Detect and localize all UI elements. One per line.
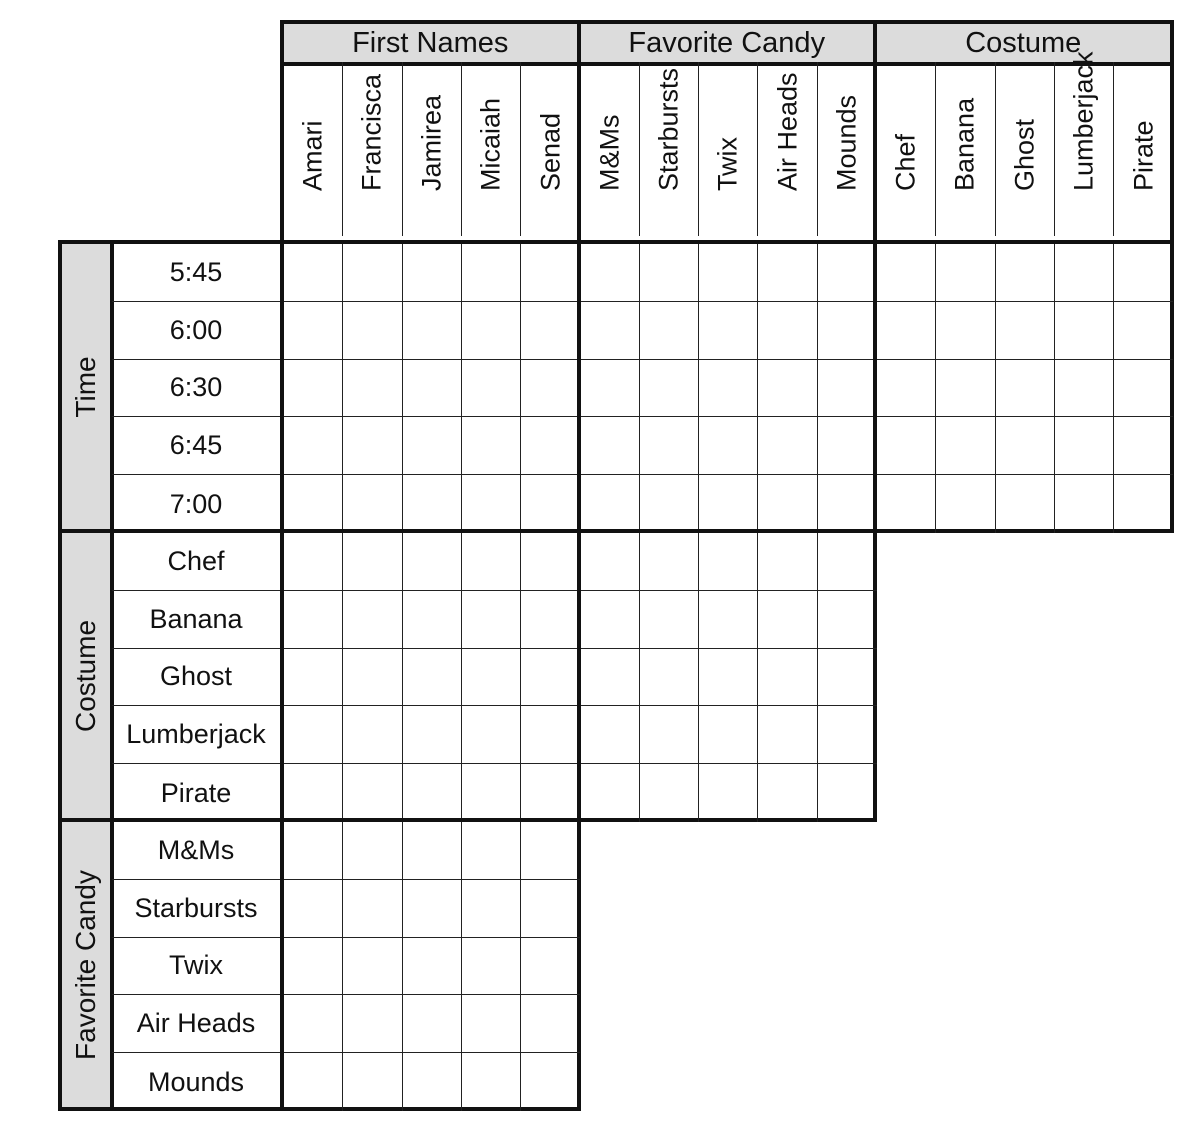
grid-cell[interactable] <box>403 764 462 822</box>
row-label: Air Heads <box>112 995 280 1053</box>
grid-cell[interactable] <box>818 302 877 360</box>
column-header-cell <box>403 62 462 236</box>
grid-block-time-x-first-names <box>280 240 581 533</box>
row-label: 6:30 <box>112 360 280 418</box>
grid-cell[interactable] <box>284 1053 343 1111</box>
grid-cell[interactable] <box>936 302 995 360</box>
grid-cell[interactable] <box>284 417 343 475</box>
grid-cell[interactable] <box>284 880 343 938</box>
grid-cell[interactable] <box>462 417 521 475</box>
grid-cell[interactable] <box>581 417 640 475</box>
grid-cell[interactable] <box>699 706 758 764</box>
grid-cell[interactable] <box>521 533 580 591</box>
grid-cell[interactable] <box>818 360 877 418</box>
grid-cell[interactable] <box>640 649 699 707</box>
row-label: 6:45 <box>112 417 280 475</box>
column-header-cell <box>462 62 521 236</box>
row-label: Chef <box>112 533 280 591</box>
grid-cell[interactable] <box>996 360 1055 418</box>
column-header-cell <box>521 62 580 236</box>
grid-cell[interactable] <box>343 244 402 302</box>
grid-cell[interactable] <box>818 244 877 302</box>
grid-cell[interactable] <box>936 417 995 475</box>
grid-cell[interactable] <box>284 244 343 302</box>
grid-cell[interactable] <box>284 591 343 649</box>
row-group-header-label: Costume <box>70 619 101 732</box>
grid-cell[interactable] <box>521 764 580 822</box>
row-label: Mounds <box>147 1066 245 1097</box>
grid-cell[interactable] <box>877 244 936 302</box>
grid-cell[interactable] <box>521 302 580 360</box>
grid-cell[interactable] <box>403 533 462 591</box>
grid-cell[interactable] <box>1114 360 1173 418</box>
row-label: Banana <box>112 591 280 649</box>
column-label: Air Heads <box>772 72 803 191</box>
column-label: Mounds <box>831 94 862 191</box>
grid-cell[interactable] <box>996 417 1055 475</box>
grid-cell[interactable] <box>758 706 817 764</box>
grid-cell[interactable] <box>758 649 817 707</box>
grid-cell[interactable] <box>996 302 1055 360</box>
grid-cell[interactable] <box>877 360 936 418</box>
grid-cell[interactable] <box>699 764 758 822</box>
column-header-cell <box>699 62 758 236</box>
grid-cell[interactable] <box>877 417 936 475</box>
grid-cell[interactable] <box>1114 475 1173 533</box>
grid-cell[interactable] <box>996 244 1055 302</box>
grid-cell[interactable] <box>521 417 580 475</box>
column-label: Ghost <box>1009 118 1040 191</box>
column-label: Lumberjack <box>1068 51 1099 191</box>
grid-cell[interactable] <box>403 591 462 649</box>
grid-cell[interactable] <box>462 302 521 360</box>
grid-cell[interactable] <box>581 649 640 707</box>
grid-block-time-x-costume <box>873 240 1174 533</box>
column-label-box-first-names <box>280 62 581 244</box>
grid-cell[interactable] <box>462 475 521 533</box>
grid-cell[interactable] <box>343 764 402 822</box>
grid-cell[interactable] <box>462 244 521 302</box>
grid-cell[interactable] <box>462 995 521 1053</box>
grid-cell[interactable] <box>343 706 402 764</box>
column-header-cell <box>640 62 699 236</box>
grid-cell[interactable] <box>640 360 699 418</box>
column-label: Banana <box>949 97 980 191</box>
grid-cell[interactable] <box>758 764 817 822</box>
grid-cell[interactable] <box>462 533 521 591</box>
column-header-cell <box>284 62 343 236</box>
grid-cell[interactable] <box>699 302 758 360</box>
grid-cell[interactable] <box>1114 244 1173 302</box>
column-header-cell <box>343 62 402 236</box>
column-header-cell <box>996 62 1055 236</box>
grid-cell[interactable] <box>996 475 1055 533</box>
column-header-cell <box>1114 62 1173 236</box>
grid-cell[interactable] <box>521 706 580 764</box>
grid-cell[interactable] <box>640 302 699 360</box>
grid-cell[interactable] <box>284 533 343 591</box>
column-label: Pirate <box>1128 120 1159 191</box>
grid-cell[interactable] <box>1055 360 1114 418</box>
column-label-box-favorite-candy <box>577 62 878 244</box>
grid-cell[interactable] <box>521 1053 580 1111</box>
grid-cell[interactable] <box>403 995 462 1053</box>
grid-cell[interactable] <box>758 360 817 418</box>
column-label: Jamirea <box>416 94 447 191</box>
column-group-header-favorite-candy: Favorite Candy <box>577 20 878 66</box>
grid-cell[interactable] <box>1055 302 1114 360</box>
grid-cell[interactable] <box>640 706 699 764</box>
grid-cell[interactable] <box>699 475 758 533</box>
grid-cell[interactable] <box>1055 417 1114 475</box>
grid-cell[interactable] <box>818 764 877 822</box>
grid-cell[interactable] <box>284 764 343 822</box>
grid-block-favorite-candy-x-first-names <box>280 818 581 1111</box>
grid-cell[interactable] <box>1055 244 1114 302</box>
grid-cell[interactable] <box>343 417 402 475</box>
grid-cell[interactable] <box>758 533 817 591</box>
grid-cell[interactable] <box>343 938 402 996</box>
grid-cell[interactable] <box>403 822 462 880</box>
column-label: Amari <box>297 120 328 191</box>
grid-cell[interactable] <box>581 475 640 533</box>
grid-cell[interactable] <box>640 764 699 822</box>
grid-cell[interactable] <box>758 591 817 649</box>
column-label: M&Ms <box>594 114 625 191</box>
grid-cell[interactable] <box>343 880 402 938</box>
grid-cell[interactable] <box>699 591 758 649</box>
row-label-box-costume <box>112 529 280 822</box>
grid-cell[interactable] <box>936 244 995 302</box>
grid-cell[interactable] <box>521 880 580 938</box>
grid-cell[interactable] <box>462 360 521 418</box>
grid-cell[interactable] <box>403 649 462 707</box>
grid-cell[interactable] <box>462 1053 521 1111</box>
grid-cell[interactable] <box>640 475 699 533</box>
grid-cell[interactable] <box>462 822 521 880</box>
grid-cell[interactable] <box>640 533 699 591</box>
grid-cell[interactable] <box>581 591 640 649</box>
grid-cell[interactable] <box>343 360 402 418</box>
grid-cell[interactable] <box>521 591 580 649</box>
grid-cell[interactable] <box>343 302 402 360</box>
grid-cell[interactable] <box>343 533 402 591</box>
column-label: Micaiah <box>475 97 506 191</box>
grid-cell[interactable] <box>581 302 640 360</box>
grid-cell[interactable] <box>936 360 995 418</box>
grid-cell[interactable] <box>818 649 877 707</box>
column-header-cell <box>936 62 995 236</box>
column-header-cell <box>1055 51 1114 236</box>
column-label: Francisca <box>356 73 387 191</box>
grid-cell[interactable] <box>284 938 343 996</box>
grid-cell[interactable] <box>1114 302 1173 360</box>
column-group-header-first-names: First Names <box>280 20 581 66</box>
grid-cell[interactable] <box>284 360 343 418</box>
row-label: 6:00 <box>112 302 280 360</box>
grid-cell[interactable] <box>699 360 758 418</box>
grid-cell[interactable] <box>581 764 640 822</box>
row-group-header-label: Favorite Candy <box>70 869 101 1060</box>
grid-cell[interactable] <box>758 417 817 475</box>
row-label: Lumberjack <box>112 706 280 764</box>
grid-cell[interactable] <box>403 1053 462 1111</box>
grid-cell[interactable] <box>521 995 580 1053</box>
column-header-cell <box>758 62 817 236</box>
grid-cell[interactable] <box>403 938 462 996</box>
row-label: Starbursts <box>112 880 280 938</box>
grid-cell[interactable] <box>581 533 640 591</box>
grid-cell[interactable] <box>877 302 936 360</box>
grid-cell[interactable] <box>343 591 402 649</box>
column-header-cell <box>818 62 877 236</box>
grid-cell[interactable] <box>581 244 640 302</box>
grid-cell[interactable] <box>521 360 580 418</box>
grid-cell[interactable] <box>877 475 936 533</box>
grid-cell[interactable] <box>699 417 758 475</box>
grid-cell[interactable] <box>403 360 462 418</box>
column-group-header-costume: Costume <box>873 20 1174 66</box>
grid-cell[interactable] <box>284 649 343 707</box>
grid-cell[interactable] <box>640 591 699 649</box>
grid-cell[interactable] <box>284 822 343 880</box>
grid-cell[interactable] <box>343 822 402 880</box>
grid-cell[interactable] <box>581 360 640 418</box>
grid-cell[interactable] <box>818 591 877 649</box>
grid-cell[interactable] <box>403 244 462 302</box>
grid-cell[interactable] <box>818 706 877 764</box>
grid-cell[interactable] <box>284 706 343 764</box>
grid-cell[interactable] <box>521 822 580 880</box>
grid-cell[interactable] <box>758 244 817 302</box>
row-label: Twix <box>112 938 280 996</box>
column-header-cell <box>581 62 640 236</box>
grid-cell[interactable] <box>462 706 521 764</box>
row-label: 5:45 <box>112 244 280 302</box>
column-header-cell <box>877 62 936 236</box>
row-label: Pirate <box>160 777 232 808</box>
grid-cell[interactable] <box>462 938 521 996</box>
column-label-box-costume <box>873 51 1174 244</box>
grid-cell[interactable] <box>521 244 580 302</box>
grid-cell[interactable] <box>284 302 343 360</box>
grid-cell[interactable] <box>699 533 758 591</box>
grid-cell[interactable] <box>462 880 521 938</box>
grid-cell[interactable] <box>818 533 877 591</box>
row-group-header-label: Time <box>70 355 101 418</box>
grid-cell[interactable] <box>462 764 521 822</box>
column-label: Starbursts <box>653 67 684 191</box>
grid-cell[interactable] <box>284 995 343 1053</box>
column-label: Twix <box>712 137 743 191</box>
grid-cell[interactable] <box>521 938 580 996</box>
grid-cell[interactable] <box>403 302 462 360</box>
grid-cell[interactable] <box>1114 417 1173 475</box>
grid-cell[interactable] <box>462 649 521 707</box>
grid-cell[interactable] <box>343 1053 402 1111</box>
grid-cell[interactable] <box>818 475 877 533</box>
grid-block-costume-x-favorite-candy <box>577 529 878 822</box>
column-label: Chef <box>890 133 921 191</box>
grid-cell[interactable] <box>758 475 817 533</box>
row-label-box-time <box>112 240 280 533</box>
grid-cell[interactable] <box>1055 475 1114 533</box>
grid-cell[interactable] <box>936 475 995 533</box>
grid-cell[interactable] <box>640 417 699 475</box>
grid-cell[interactable] <box>818 417 877 475</box>
row-label-box-favorite-candy <box>112 818 280 1111</box>
row-group-header-time <box>58 240 114 533</box>
row-group-header-favorite-candy <box>58 818 114 1111</box>
grid-cell[interactable] <box>640 244 699 302</box>
row-label: Ghost <box>112 649 280 707</box>
grid-cell[interactable] <box>403 475 462 533</box>
row-group-header-costume <box>58 529 114 822</box>
grid-cell[interactable] <box>403 706 462 764</box>
grid-cell[interactable] <box>699 649 758 707</box>
row-label: M&Ms <box>112 822 280 880</box>
grid-cell[interactable] <box>462 591 521 649</box>
grid-cell[interactable] <box>343 649 402 707</box>
grid-cell[interactable] <box>521 649 580 707</box>
grid-cell[interactable] <box>403 880 462 938</box>
row-label: 7:00 <box>169 488 223 519</box>
grid-cell[interactable] <box>403 417 462 475</box>
grid-cell[interactable] <box>343 475 402 533</box>
column-label: Senad <box>535 112 566 191</box>
grid-cell[interactable] <box>699 244 758 302</box>
grid-cell[interactable] <box>343 995 402 1053</box>
grid-cell[interactable] <box>758 302 817 360</box>
grid-cell[interactable] <box>581 706 640 764</box>
grid-cell[interactable] <box>284 475 343 533</box>
grid-block-time-x-favorite-candy <box>577 240 878 533</box>
grid-block-costume-x-first-names <box>280 529 581 822</box>
grid-cell[interactable] <box>521 475 580 533</box>
